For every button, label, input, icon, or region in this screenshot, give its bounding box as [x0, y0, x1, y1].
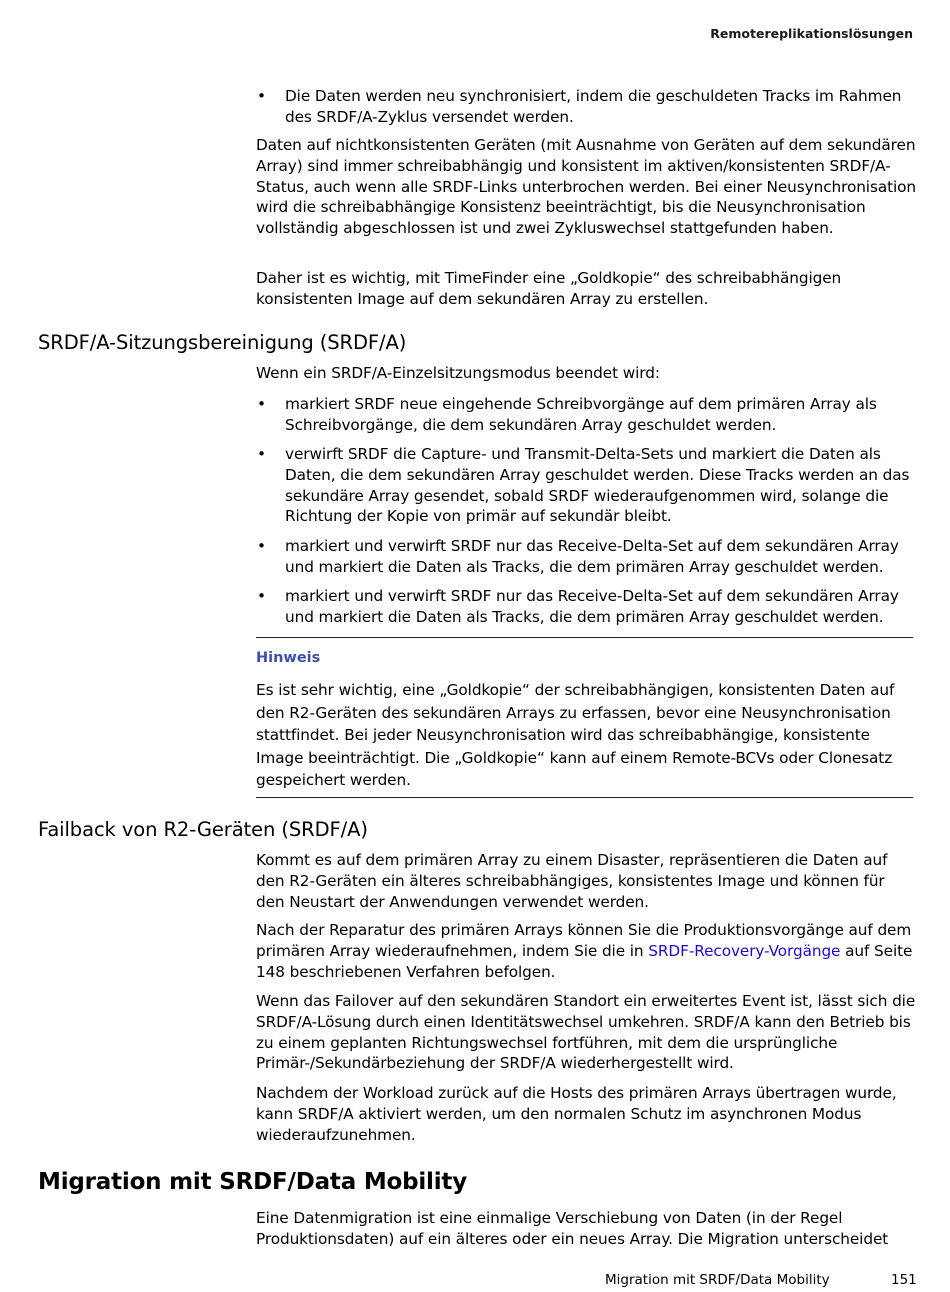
footer-page-number: 151	[891, 1272, 917, 1288]
session-cleanup-bullet-3-block	[256, 536, 916, 578]
chapter-heading-migration: Migration mit SRDF/Data Mobility	[38, 1169, 468, 1195]
intro-paragraph-1-block	[256, 135, 916, 239]
section-heading-session-cleanup: SRDF/A-Sitzungsbereinigung (SRDF/A)	[38, 331, 407, 354]
footer-section-title: Migration mit SRDF/Data Mobility	[605, 1272, 830, 1288]
running-header: Remotereplikationslösungen	[710, 26, 913, 41]
session-cleanup-bullet-1-block	[256, 394, 916, 436]
intro-paragraph-2-block	[256, 268, 916, 310]
note-block	[256, 679, 916, 792]
note-top-rule	[256, 637, 913, 638]
session-cleanup-bullet-4-block	[256, 586, 916, 628]
session-cleanup-bullet: • markiert und verwirft SRDF nur das Receive-Delta-Set auf dem sekundären Array und markiert die Daten als Tracks, die dem primären Array geschuldet werden.	[256, 586, 916, 628]
intro-bullet-list	[256, 86, 916, 128]
note-label: Hinweis	[256, 650, 321, 666]
failback-paragraph-1-block	[256, 850, 916, 912]
note-bottom-rule	[256, 797, 913, 798]
srdf-recovery-link[interactable]: SRDF-Recovery-Vorgänge	[648, 941, 841, 960]
failback-paragraph-4: Nachdem der Workload zurück auf die Hosts des primären Arrays übertragen wurde, kann SRDF/A aktiviert werden, um den normalen Schutz im asynchronen Modus wiederaufzunehmen.	[256, 1084, 897, 1144]
section-heading-failback: Failback von R2-Geräten (SRDF/A)	[38, 818, 368, 841]
session-cleanup-bullet-2-block	[256, 444, 916, 527]
session-cleanup-bullet: • markiert SRDF neue eingehende Schreibvorgänge auf dem primären Array als Schreibvorgänge, die dem sekundären Array geschuldet werden.	[256, 394, 916, 436]
note-text: Es ist sehr wichtig, eine „Goldkopie“ der schreibabhängigen, konsistenten Daten auf den R2-Geräten des sekundären Arrays zu erfassen, bevor eine Neusynchronisation stattfindet. Bei jeder Neusynchronisation wird das schreibabhängige, konsistente Image beeinträchtigt. Die „Goldkopie“ kann auf einem Remote-BCVs oder Clonesatz gespeichert werden.	[256, 681, 895, 790]
failback-paragraph-2-block	[256, 920, 916, 982]
failback-paragraph-2	[256, 920, 916, 982]
session-cleanup-lead-block	[256, 363, 916, 384]
intro-bullet: • Die Daten werden neu synchronisiert, indem die geschuldeten Tracks im Rahmen des SRDF/A-Zyklus versendet werden.	[256, 86, 916, 128]
failback-paragraph-2-text-before: Nach der Reparatur des primären Arrays können Sie die Produktionsvorgänge auf dem primären Array wiederaufnehmen, indem Sie die in	[256, 921, 912, 960]
intro-paragraph-1: Daten auf nichtkonsistenten Geräten (mit Ausnahme von Geräten auf dem sekundären Array) sind immer schreibabhängig und konsistent im aktiven/konsistenten SRDF/A-Status, auch wenn alle SRDF-Links unterbrochen werden. Bei einer Neusynchronisation wird die schreibabhängige Konsistenz beeinträchtigt, bis die Neusynchronisation vollständig abgeschlossen ist und zwei Zykluswechsel stattgefunden haben.	[256, 136, 916, 238]
session-cleanup-bullet: • markiert und verwirft SRDF nur das Receive-Delta-Set auf dem sekundären Array und markiert die Daten als Tracks, die dem primären Array geschuldet werden.	[256, 536, 916, 578]
failback-paragraph-4-block	[256, 1083, 916, 1145]
migration-paragraph-1-block	[256, 1208, 916, 1250]
session-cleanup-bullet: • verwirft SRDF die Capture- und Transmit-Delta-Sets und markiert die Daten als Daten, die dem sekundären Array geschuldet werden. Diese Tracks werden an das sekundäre Array gesendet, sobald SRDF wiederaufgenommen wird, solange die Richtung der Kopie von primär auf sekundär bleibt.	[256, 444, 916, 527]
failback-paragraph-3-block	[256, 991, 916, 1074]
session-cleanup-lead: Wenn ein SRDF/A-Einzelsitzungsmodus beendet wird:	[256, 364, 660, 382]
intro-paragraph-2: Daher ist es wichtig, mit TimeFinder eine „Goldkopie“ des schreibabhängigen konsistenten Image auf dem sekundären Array zu erstellen.	[256, 269, 842, 308]
failback-paragraph-2-text-after: auf Seite 148 beschriebenen Verfahren befolgen.	[256, 941, 913, 981]
failback-paragraph-3: Wenn das Failover auf den sekundären Standort ein erweitertes Event ist, lässt sich die SRDF/A-Lösung durch einen Identitätswechsel umkehren. SRDF/A kann den Betrieb bis zu einem geplanten Richtungswechsel fortführen, mit dem die ursprüngliche Primär-/Sekundärbeziehung der SRDF/A wiederhergestellt wird.	[256, 992, 916, 1073]
migration-paragraph-1: Eine Datenmigration ist eine einmalige Verschiebung von Daten (in der Regel Produktionsdaten) auf ein älteres oder ein neues Array. Die Migration unterscheidet	[256, 1209, 889, 1248]
failback-paragraph-1: Kommt es auf dem primären Array zu einem Disaster, repräsentieren die Daten auf den R2-Geräten ein älteres schreibabhängiges, konsistentes Image und können für den Neustart der Anwendungen verwendet werden.	[256, 851, 888, 911]
